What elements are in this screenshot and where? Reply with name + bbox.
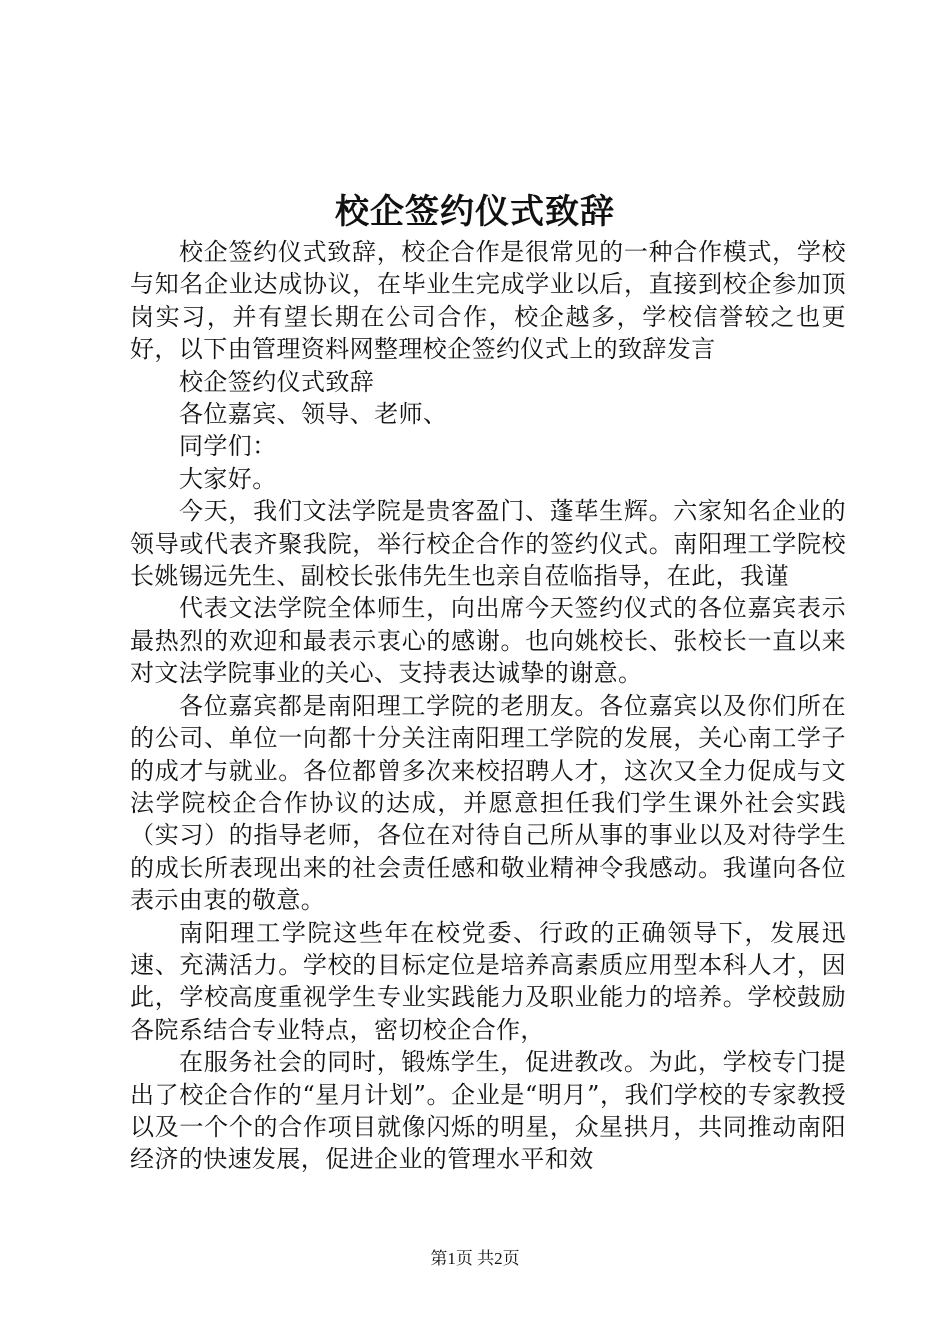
intro-paragraph: 校企签约仪式致辞，校企合作是很常见的一种合作模式，学校与知名企业达成协议，在毕业生完成学业以后，直接到校企参加顶岗实习，并有望长期在公司合作，校企越多，学校信誉较之也更好，以下由管理资料网整理校企签约仪式上的致辞发言 [130, 238, 846, 364]
document-title: 校企签约仪式致辞 [335, 192, 615, 232]
body-paragraph: 在服务社会的同时，锻炼学生，促进教改。为此，学校专门提出了校企合作的“星月计划”。企业是“明月”，我们学校的专家教授以及一个个的合作项目就像闪烁的明星，众星拱月，共同推动南阳经济的快速发展，促进企业的管理水平和效 [130, 1048, 846, 1174]
speech-heading: 校企签约仪式致辞 [179, 367, 375, 396]
body-paragraph: 代表文法学院全体师生，向出席今天签约仪式的各位嘉宾表示最热烈的欢迎和最表示衷心的感谢。也向姚校长、张校长一直以来对文法学院事业的关心、支持表达诚挚的谢意。 [130, 594, 846, 688]
document-body [130, 236, 846, 1176]
page-number-footer: 第1页 共2页 [430, 1249, 520, 1268]
greeting-line: 大家好。 [179, 464, 277, 493]
body-paragraph: 今天，我们文法学院是贵客盈门、蓬荜生辉。六家知名企业的领导或代表齐聚我院，举行校企合作的签约仪式。南阳理工学院校长姚锡远先生、副校长张伟先生也亲自莅临指导，在此，我谨 [130, 497, 846, 591]
salutation-line: 同学们： [179, 432, 277, 461]
body-paragraph: 南阳理工学院这些年在校党委、行政的正确领导下，发展迅速、充满活力。学校的目标定位是培养高素质应用型本科人才，因此，学校高度重视学生专业实践能力及职业能力的培养。学校鼓励各院系结合专业特点，密切校企合作， [130, 918, 846, 1044]
salutation-line: 各位嘉宾、领导、老师、 [179, 400, 448, 429]
body-paragraph: 各位嘉宾都是南阳理工学院的老朋友。各位嘉宾以及你们所在的公司、单位一向都十分关注南阳理工学院的发展，关心南工学子的成才与就业。各位都曾多次来校招聘人才，这次又全力促成与文法学院校企合作协议的达成，并愿意担任我们学生课外社会实践（实习）的指导老师，各位在对待自己所从事的事业以及对待学生的成长所表现出来的社会责任感和敬业精神令我感动。我谨向各位表示由衷的敬意。 [130, 691, 846, 915]
